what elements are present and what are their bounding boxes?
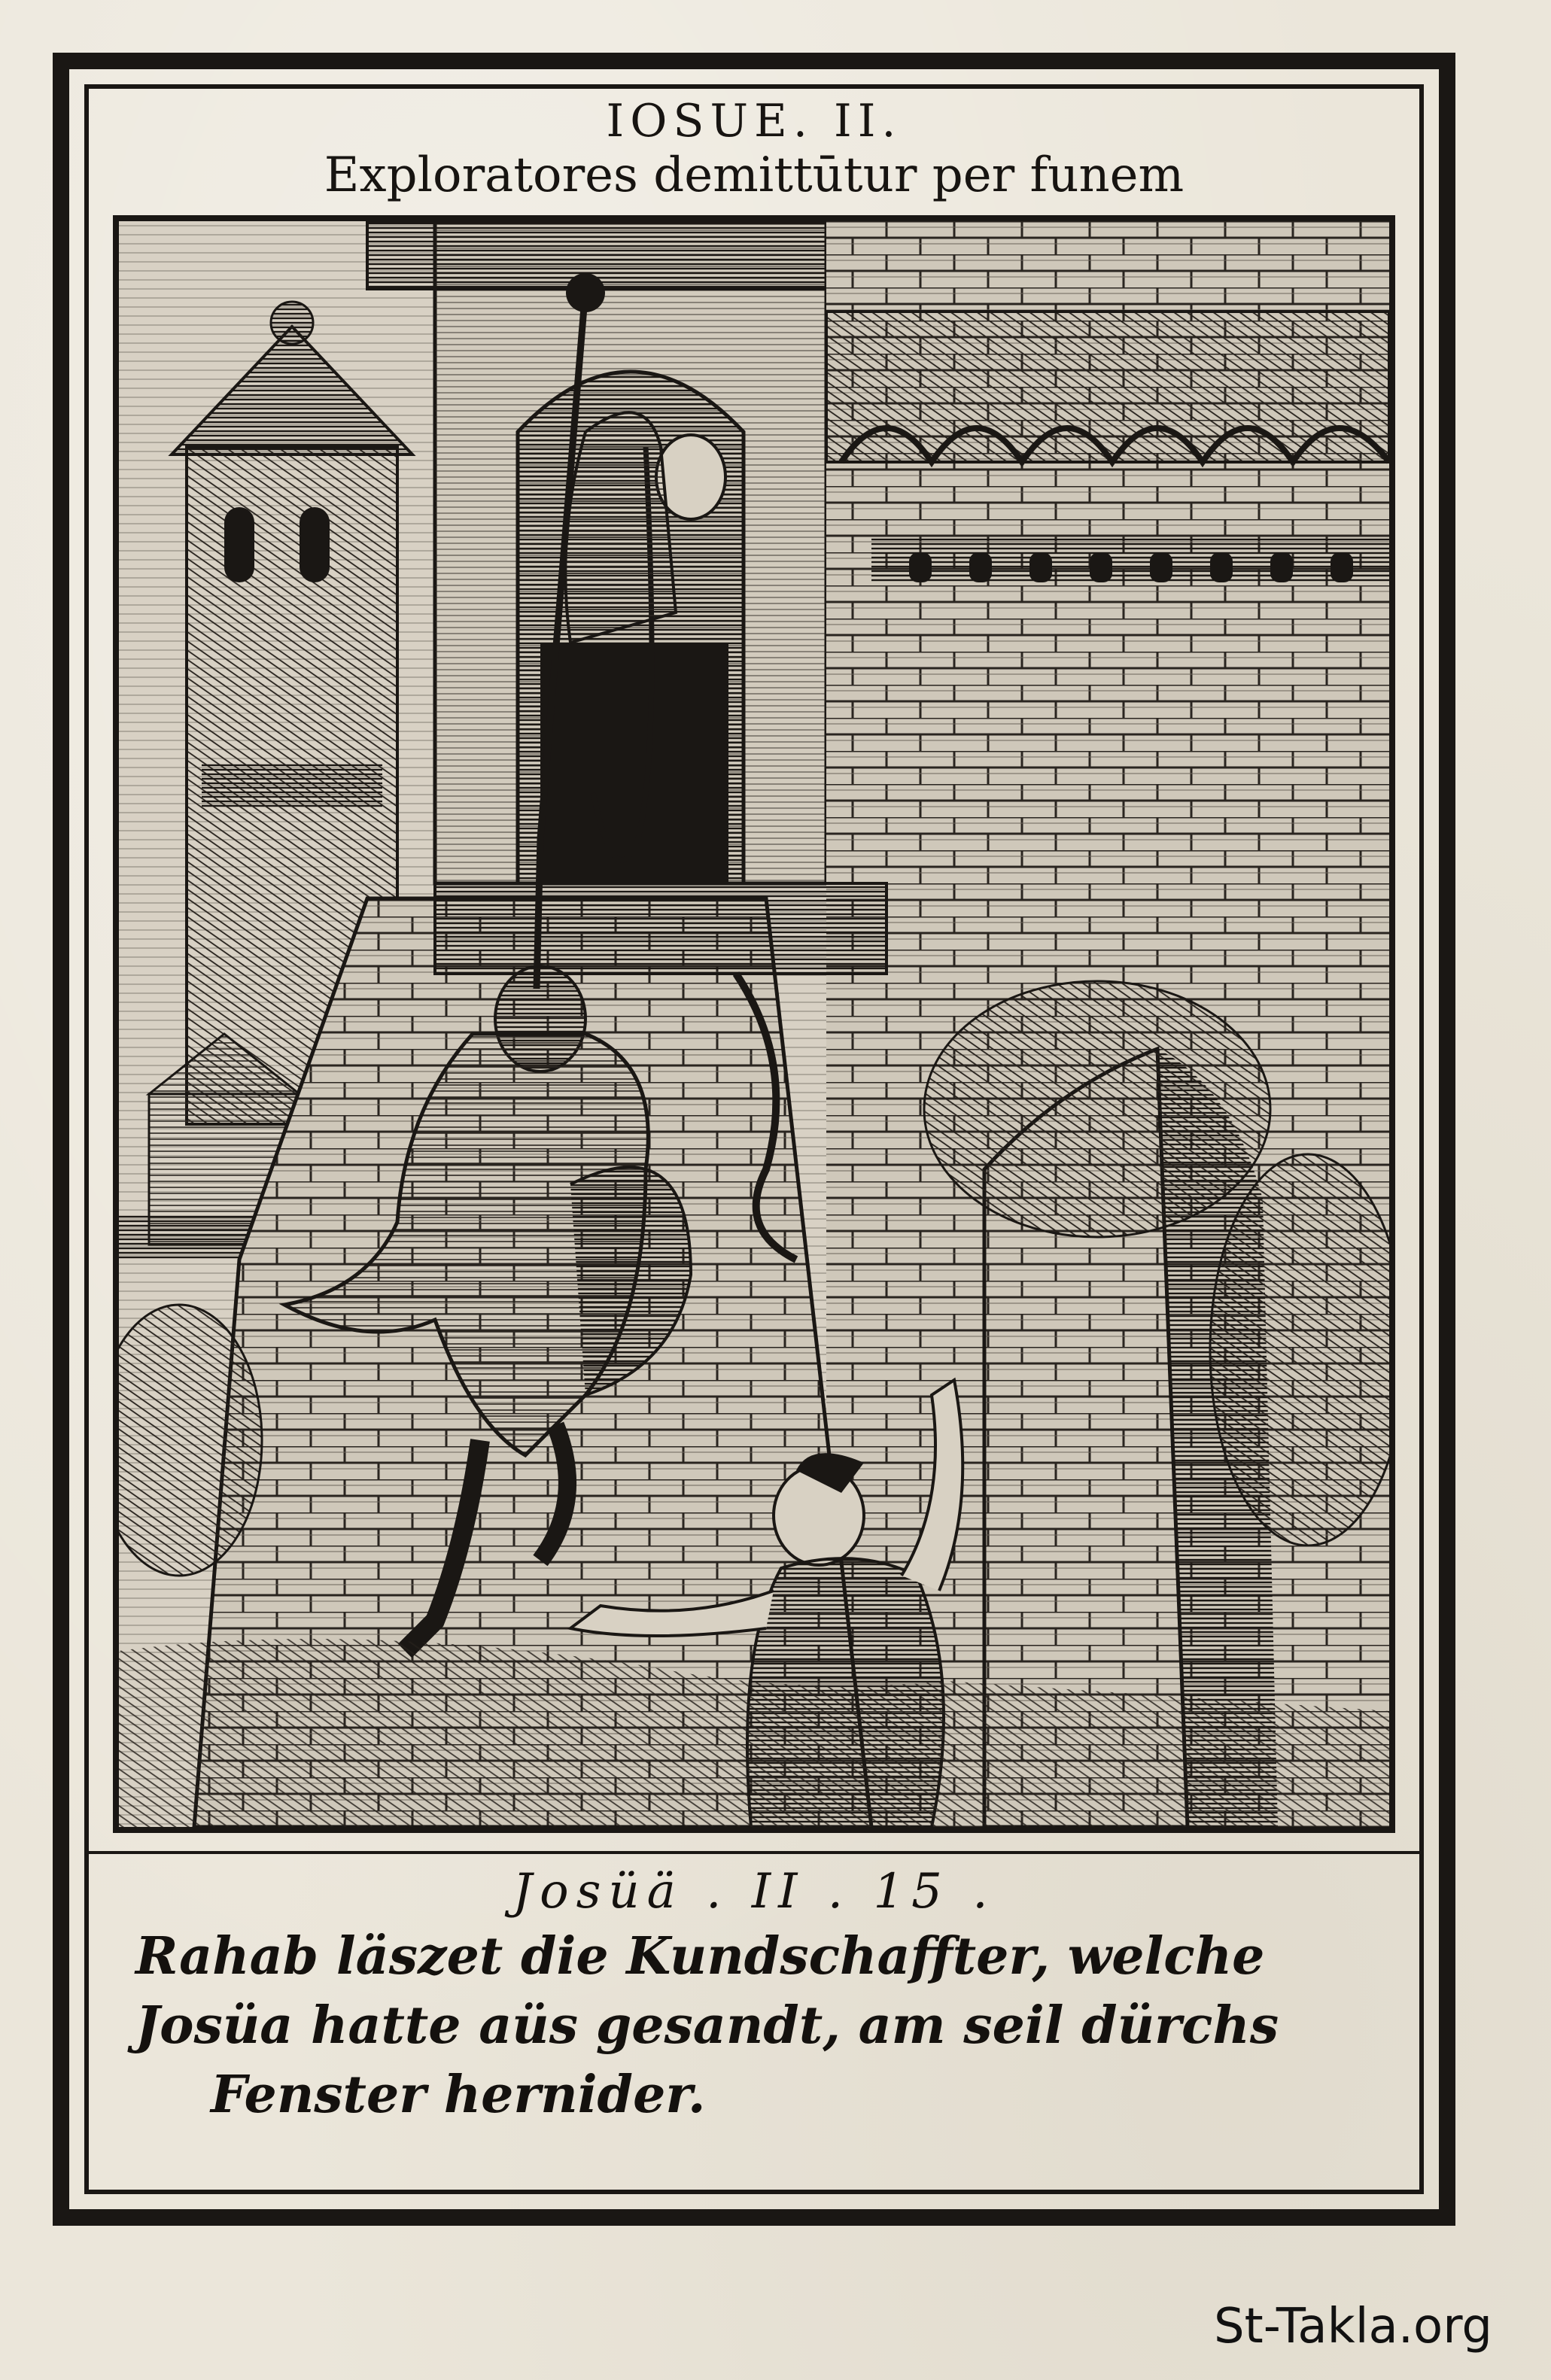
- latin-subtitle: Exploratores demittūtur per funem: [324, 147, 1185, 203]
- book-heading: IOSUE. II.: [606, 95, 902, 147]
- caption-block: [113, 1862, 1395, 2178]
- verse-reference: Josüä . II . 15 .: [512, 1864, 996, 1920]
- window-ledge: [435, 883, 887, 974]
- engraving-illustration: [113, 215, 1395, 1833]
- site-watermark: St-Takla.org: [1213, 2299, 1492, 2354]
- title-block: [89, 89, 1419, 209]
- caption-line-2: Josüa hatte aüs gesandt, am seil dürchs: [135, 1995, 1279, 2056]
- caption-line-1: Rahab läszet die Kundschaffter, welche: [135, 1926, 1265, 1986]
- engraving-scene: [119, 221, 1389, 1827]
- caption-divider: [89, 1851, 1419, 1854]
- caption-line-3: Fenster hernider.: [211, 2065, 706, 2125]
- pulley: [566, 273, 605, 312]
